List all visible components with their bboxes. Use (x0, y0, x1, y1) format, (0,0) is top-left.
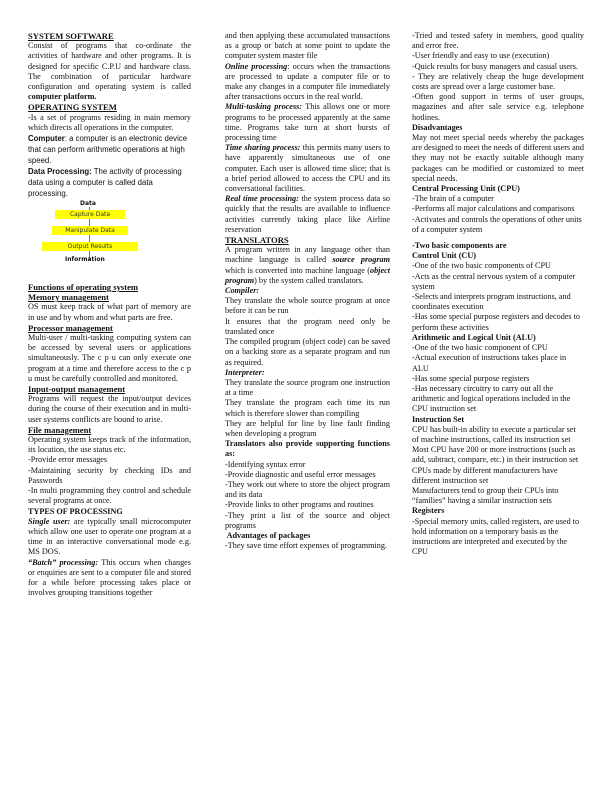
heading-advantages-packages: Advantages of packages (225, 530, 311, 540)
advantage-item: -Often good support in terms of user groups, magazines and after sale service e.g. telephone hotlines. (412, 92, 584, 122)
heading-operating-system: OPERATING SYSTEM (28, 102, 117, 113)
heading-translators: TRANSLATORS (225, 235, 289, 246)
file-item: -Maintaining security by checking IDs and Passwords (28, 465, 191, 485)
system-software-body: Consist of programs that co-ordinate the activities of hardware and other programs. It is designed for specific C.P.U and hardware class. The combination of particular hardware configuration and operating system is called computer platform. (28, 41, 191, 102)
interpreter-item: They are helpful for line by line fault finding when developing a program (225, 418, 390, 438)
heading-io-management: Input-output management (28, 384, 126, 395)
heading-registers: Registers (412, 506, 445, 516)
io-management-body: Programs will request the input/output devices during the course of their execution and in multi-user systems conflicts are bound to arise. (28, 394, 191, 424)
column-1 (28, 31, 191, 598)
heading-file-management: File management (28, 424, 92, 435)
realtime-paragraph: Real time processing: the system process data so quickly that the results are available to influence activities currently taking place like Airline reservation (225, 194, 391, 234)
advantage-item: - They are relatively cheap the huge development costs are spread over a large customer base. (412, 71, 584, 92)
diagram-label-information: Information (65, 256, 105, 264)
computer-platform-term: computer platform. (28, 92, 97, 102)
heading-instruction-set: Instruction Set (412, 414, 465, 424)
supporting-item: -Provide links to other programs and routines (225, 500, 374, 510)
advantage-item: -User friendly and easy to use (execution) (412, 51, 550, 61)
supporting-item: -They print a list of the source and object programs (225, 510, 390, 530)
batch-paragraph: “Batch” processing: This occurs when changes or enquiries are sent to a computer file and stored for a while before processing takes place or involves grouping transitions together (28, 557, 191, 598)
processor-management-body: Multi-user / multi-tasking computing system can be accessed by several users or applications simultaneously. The c p u can only execute one program at a time and therefore access to the c p u must be carefully controlled and monitored. (28, 333, 191, 383)
heading-supporting-functions: Translators also provide supporting functions as: (225, 439, 390, 459)
supporting-item: -Identifying syntax error (225, 459, 306, 469)
compiler-item: It ensures that the program need only be translated once (225, 316, 390, 336)
advantage-item: -Tried and tested safety in members, good quality and error free. (412, 31, 584, 51)
interpreter-item: They translate the program each time its run which is therefore slower than compiling (225, 398, 390, 418)
supporting-item: -Provide diagnostic and useful error messages (225, 469, 376, 479)
instruction-set-item: CPU has built-in ability to execute a particular set of machine instructions, called its instruction set (412, 424, 576, 444)
compiler-item: They translate the whole source program at once before it can be run (225, 296, 390, 316)
instruction-set-item: CPUs made by different manufacturers have different instruction set (412, 465, 558, 485)
cpu-item: -Performs all major calculations and comparisons (412, 204, 575, 214)
heading-control-unit: Control Unit (CU) (412, 251, 476, 261)
cu-item: -Acts as the central nervous system of a computer system (412, 271, 576, 291)
file-item: -In multi programming they control and schedule several programs at once. (28, 486, 191, 506)
single-user-paragraph: Single user: are typically small microcomputer which allow one user to operate one program at a time in an interactive conversational mode e.g. MS DOS. (28, 516, 192, 557)
alu-item: -Has necessary circuitry to carry out all the arithmetic and logical operations included in the CPU instruction set (412, 383, 571, 414)
alu-item: -Actual execution of instructions takes place in ALU (412, 353, 567, 373)
batch-continuation: and then applying these accumulated transactions as a group or batch at some point to update the computer system master file (225, 31, 390, 61)
cpu-item: -Activates and controls the operations of other units of a computer system (412, 214, 582, 234)
file-item: -Provide error messages (28, 455, 108, 465)
diagram-step-manipulate: Manipulate Data (52, 226, 128, 235)
heading-types-processing: TYPES OF PROCESSING (28, 506, 123, 516)
heading-alu: Arithmetic and Logical Unit (ALU) (412, 332, 536, 342)
diagram-label-data: Data (80, 200, 96, 208)
online-processing-paragraph: Online processing: occurs when the transactions are processed to update a computer file or to make any changes in a computer file immediately after transactions occurs in the real world. (225, 61, 390, 102)
instruction-set-item: Most CPU have 200 or more instructions (such as add, subtract, compare, etc.) in their instruction set (412, 445, 579, 465)
data-processing-definition: Data Processing: The activity of processing data using a computer is called data processing. (28, 167, 182, 199)
multitasking-paragraph: Multi-tasking process: This allows one or more programs to be processed apparently at the same time. Programs take turn at short bursts of processing time (225, 102, 391, 143)
data-processing-diagram (28, 200, 191, 268)
operating-system-body: -Is a set of programs residing in main memory which directs all operations in the computer. (28, 112, 191, 132)
heading-cpu: Central Processing Unit (CPU) (412, 184, 520, 194)
heading-compiler: Compiler: (225, 286, 260, 296)
column-2 (225, 31, 390, 551)
column-3 (412, 31, 584, 557)
registers-item: -Special memory units, called registers, are used to hold information on a temporary basis as the instructions are interpreted and executed by the CPU (412, 516, 580, 557)
heading-memory-management: Memory management (28, 292, 109, 303)
computer-definition: Computer: a computer is an electronic device that can perform arithmetic operations at high speed. (28, 134, 188, 166)
advantage-item: -Quick results for busy managers and casual users. (412, 61, 578, 71)
cu-item: -Has some special purpose registers and decodes to perform these activities (412, 312, 581, 332)
heading-system-software: SYSTEM SOFTWARE (28, 31, 114, 41)
compiler-item: The compiled program (object code) can be saved on a backing store as a separate program and run as required. (225, 337, 390, 367)
advantage-item: -They save time effort expenses of programming. (225, 541, 387, 551)
alu-item: -Has some special purpose registers (412, 373, 530, 383)
cu-item: -One of the two basic components of CPU (412, 261, 551, 271)
heading-disadvantages: Disadvantages (412, 122, 463, 132)
cu-item: -Selects and interprets program instructions, and coordinates execution (412, 292, 571, 312)
translators-body: A program written in any language other than machine language is called source program which is converted into machine language (object program) by the system called translators. (225, 245, 391, 285)
heading-processor-management: Processor management (28, 322, 113, 333)
file-management-body: Operating system keeps track of the information, its location, the use status etc. (28, 435, 191, 455)
cpu-item: -The brain of a computer (412, 194, 494, 204)
memory-management-body: OS must keep track of what part of memory are in use and by whom and what parts are free. (28, 302, 191, 322)
alu-item: -One of the two basic component of CPU (412, 343, 548, 353)
timesharing-paragraph: Time sharing process: this permits many users to have apparently simultaneous use of one computer. Each user is allowed time slice; that is a brief period allowed to access the CPU and its conversational facilities. (225, 143, 390, 194)
instruction-set-item: Manufacturers tend to group their CPUs into “families” having a similar instruction sets (412, 485, 559, 506)
heading-functions-os: Functions of operating system (28, 282, 139, 293)
heading-interpreter: Interpreter: (225, 367, 265, 377)
diagram-step-output: Output Results (42, 242, 138, 251)
heading-two-components: -Two basic components are (412, 241, 507, 251)
supporting-item: -They work out where to store the object program and its data (225, 479, 390, 500)
disadvantages-body: May not meet special needs whereby the packages are designed to meet the needs of different users and they may not be exactly suitable although many packages can be modified or customized to meet special needs. (412, 133, 584, 183)
diagram-step-capture: Capture Data (55, 210, 125, 219)
interpreter-item: They translate the source program one instruction at a time (225, 377, 390, 398)
